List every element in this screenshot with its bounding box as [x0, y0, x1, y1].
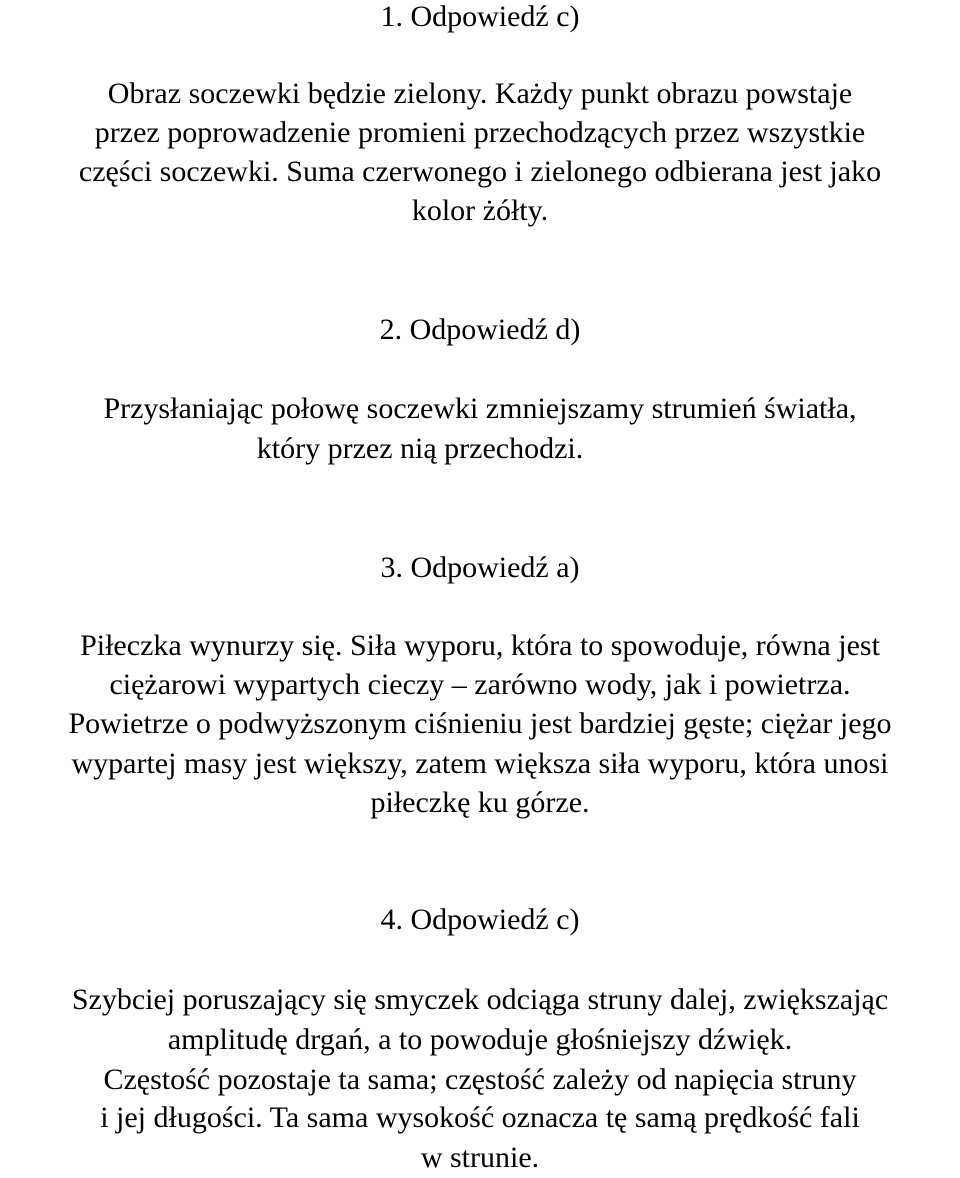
section-3-line-4: wypartej masy jest większy, zatem większa siła wyporu, która unosi — [71, 747, 889, 780]
section-1-line-1: Obraz soczewki będzie zielony. Każdy punkt obrazu powstaje — [107, 77, 853, 110]
section-4-line-1: Szybciej poruszający się smyczek odciąga struny dalej, zwiększając — [71, 983, 889, 1016]
section-2-heading: 2. Odpowiedź d) — [379, 313, 581, 346]
section-4-heading: 4. Odpowiedź c) — [380, 903, 580, 936]
section-1-heading: 1. Odpowiedź c) — [380, 0, 580, 33]
section-4-line-4: i jej długości. Ta sama wysokość oznacza tę samą prędkość fali — [100, 1101, 860, 1134]
section-2-line-2: który przez nią przechodzi. — [256, 432, 584, 465]
section-2-line-1: Przysłaniając połowę soczewki zmniejszamy strumień światła, — [103, 392, 857, 425]
section-1-line-3: części soczewki. Suma czerwonego i zielonego odbierana jest jako — [78, 155, 882, 188]
section-3-line-5: piłeczkę ku górze. — [370, 786, 590, 819]
section-1-line-4: kolor żółty. — [411, 194, 549, 227]
section-3-line-3: Powietrze o podwyższonym ciśnieniu jest bardziej gęste; ciężar jego — [68, 707, 892, 740]
section-3-line-2: ciężarowi wypartych cieczy – zarówno wody, jak i powietrza. — [109, 668, 851, 701]
section-3-heading: 3. Odpowiedź a) — [380, 551, 580, 584]
section-4-line-2: amplitudę drgań, a to powoduje głośniejszy dźwięk. — [167, 1023, 793, 1056]
section-3-line-1: Piłeczka wynurzy się. Siła wyporu, która to spowoduje, równa jest — [80, 629, 880, 662]
section-1-line-2: przez poprowadzenie promieni przechodzących przez wszystkie — [94, 116, 866, 149]
section-4-line-3: Częstość pozostaje ta sama; częstość zależy od napięcia struny — [103, 1063, 857, 1096]
section-4-line-5: w strunie. — [420, 1141, 540, 1174]
